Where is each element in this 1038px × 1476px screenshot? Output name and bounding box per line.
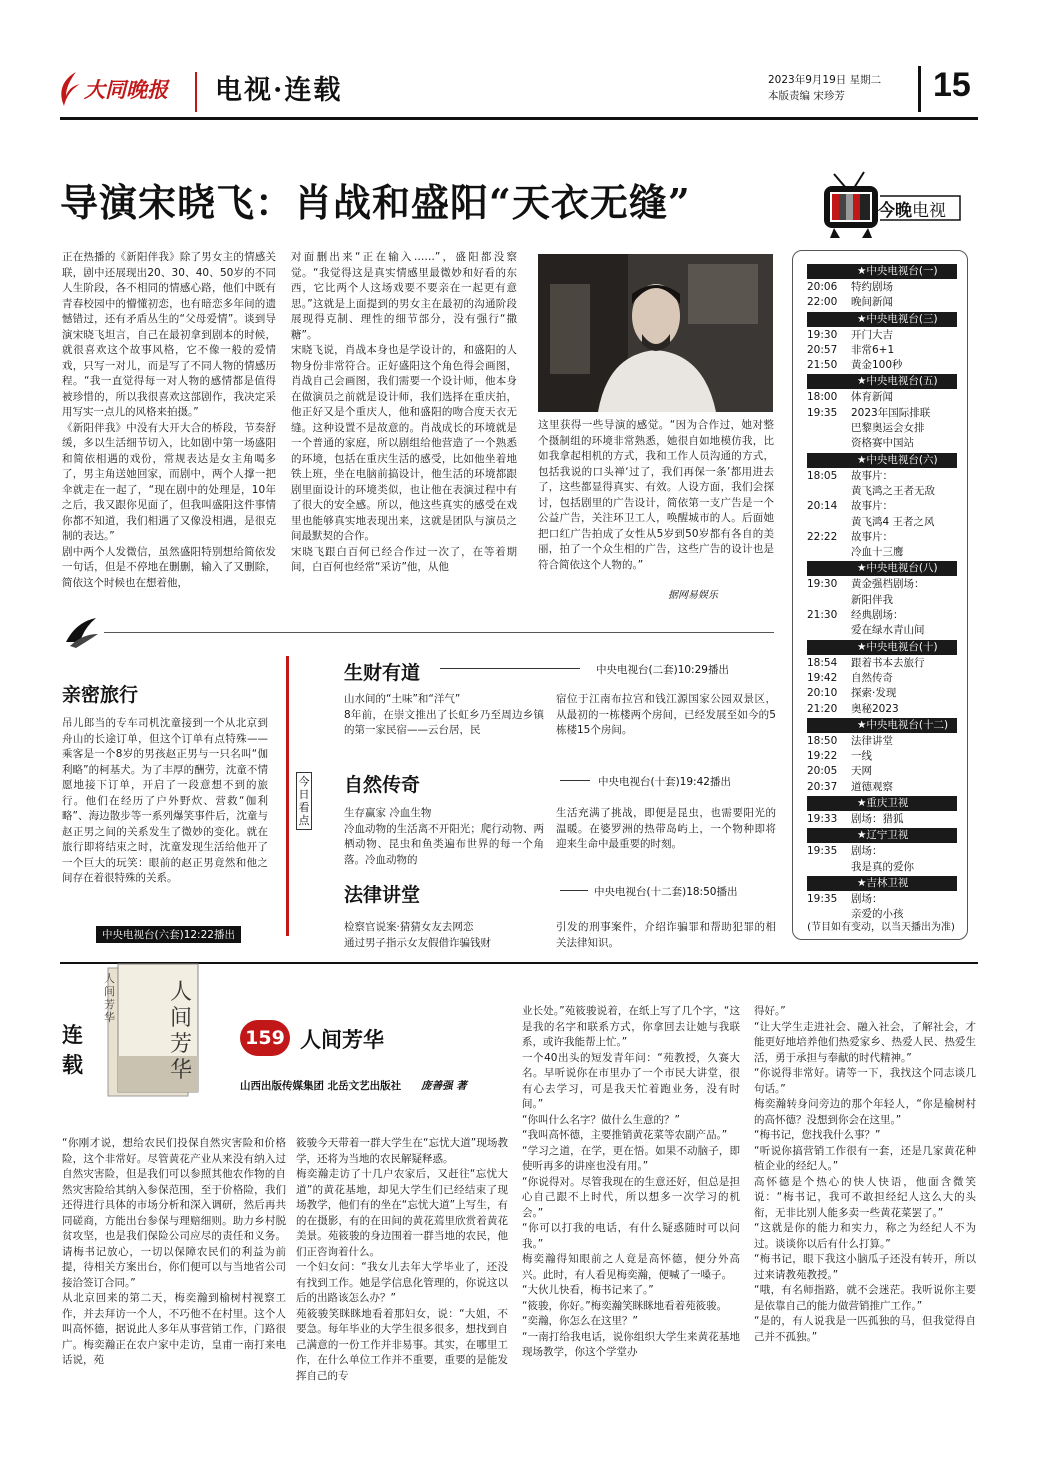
schedule-time: 18:50 xyxy=(807,734,838,747)
article-column-2: 对面删出来“正在输入……”，盛阳都没察觉。“我觉得这是真实情感里最微妙和好看的东西，它比两个人这场戏要不要亲在一起更有意思。”这就是上面提到的男女主在最初的沟通阶段展现得克制、理性的细节部分，没有强行“撒糖”。 宋晓飞说，肖战本身也是学设计的，和盛阳的人物身份非常符合。正好盛阳这个角色得会画图，肖战自己会画图，我们需要一个设计师，他本身在做演员之前就是设计师，我们选择在重庆拍，他正好又是个重庆人，他和盛阳的吻合度天衣无缝。这种设置不是故意的。肖战成长的环境就是一个普通的家庭，所以剧组给他营造了一个熟悉的环境，包括在重庆生活的感受，比如他坐着地铁上班，坐在电脑前搞设计，他生活的环境都跟剧里面设计的环境类似，也让他在表演过程中有了很大的安全感。所以，他这些真实的感受在戏里也能够真实地表现出来，这就是团队与演员之间最默契的合作。 宋晓飞跟白百何已经合作过一次了，在等着期间，白百何也经常“采访”他，从他 xyxy=(291,251,517,573)
schedule-row xyxy=(807,608,957,623)
schedule-row xyxy=(807,406,957,421)
schedule-row xyxy=(807,280,957,295)
schedule-time: 20:10 xyxy=(807,687,838,700)
tv-schedule xyxy=(792,250,968,940)
schedule-program: 故事片： xyxy=(851,469,893,482)
schedule-time: 19:35 xyxy=(807,406,838,419)
schedule-row xyxy=(807,390,957,405)
schedule-time: 18:54 xyxy=(807,656,838,669)
schedule-row xyxy=(807,484,957,499)
schedule-program: 黄金100秒 xyxy=(851,359,903,372)
schedule-program: 亲爱的小孩 xyxy=(851,908,904,921)
schedule-time: 20:06 xyxy=(807,281,838,293)
schedule-time: 19:33 xyxy=(807,813,838,826)
logo-text: 大同晚报 xyxy=(84,77,168,102)
schedule-row xyxy=(807,764,957,779)
schedule-list xyxy=(807,264,957,923)
schedule-program: 特约剧场 xyxy=(851,281,893,293)
schedule-program: 巴黎奥运会女排 xyxy=(851,422,925,435)
schedule-time: 19:35 xyxy=(807,892,838,905)
schedule-row xyxy=(807,860,957,875)
schedule-program: 体育新闻 xyxy=(851,391,893,404)
serial-author: 庞善强 著 xyxy=(421,1080,467,1092)
channel-header: ★吉林卫视 xyxy=(807,876,957,891)
schedule-time: 19:30 xyxy=(807,328,838,341)
program-airtime: 中央电视台(十二套)18:50播出 xyxy=(594,886,738,898)
program-summary-cont: 生活充满了挑战，即便是昆虫，也需要阳光的温暖。在婆罗洲的热带岛屿上，一个物种即将迎来生命中最重要的时刻。 xyxy=(556,807,776,850)
program-title: 自然传奇 xyxy=(344,774,421,796)
channel-header: ★中央电视台(一) xyxy=(807,264,957,279)
schedule-program: 2023年国际排联 xyxy=(851,406,931,419)
article-column-1: 正在热播的《新阳伴我》除了男女主的情感关联，剧中还展现出20、30、40、50岁的不同人生阶段，各不相同的情感心路，他们中既有青春校园中的懵懂初恋，也有暗恋多年间的遗憾错过，还有矛盾丛生的“父母爱情”。谈到导演宋晓飞坦言，自己在最初拿到剧本的时候，就很喜欢这个故事风格，它不像一般的爱情戏，只写一对儿，而是写了不同人物的情感历程。“我一直觉得每一对人物的感情都是值得被珍惜的，所以我很喜欢这部剧作，我决定采用写实一点儿的风格来拍摄。” 《新阳伴我》中没有大开大合的桥段，节奏舒缓，多以生活细节切入，比如剧中第一场盛阳和简依相遇的戏份，常规表达是女主角喝多了，男主角送她回家，而剧中，两个人撑一把伞就走在一起了，“现在剧中的处理是，10年之后，我又跟你见面了，但我叫盛阳这件事情你都不知道，我们相遇了又像没相遇，是很克制的表达。” 剧中两个人发微信，虽然盛阳特别想给简依发一句话，但是不停地在删删，输入了又删除，简依这个时候也在想着他， xyxy=(62,251,276,589)
schedule-row xyxy=(807,358,957,373)
issue-date: 2023年9月19日 星期二 xyxy=(768,74,882,86)
schedule-row xyxy=(807,749,957,764)
schedule-program: 剧场： xyxy=(851,892,883,905)
tv-label: 电视 xyxy=(912,201,946,221)
schedule-time xyxy=(807,515,851,530)
program-airtime: 中央电视台(十套)19:42播出 xyxy=(598,776,731,788)
schedule-time xyxy=(807,593,851,608)
program-airtime: 中央电视台(二套)10:29播出 xyxy=(596,664,729,676)
schedule-program: 跟着书本去旅行 xyxy=(851,656,925,669)
schedule-time: 20:14 xyxy=(807,500,838,513)
schedule-program: 天网 xyxy=(851,765,872,778)
page-number: 15 xyxy=(933,66,971,104)
schedule-program: 奥秘2023 xyxy=(851,702,899,715)
serial-number-badge: 159 xyxy=(240,1020,290,1056)
schedule-time: 20:57 xyxy=(807,343,838,356)
masthead-rule xyxy=(60,117,978,120)
schedule-row xyxy=(807,469,957,484)
schedule-row xyxy=(807,343,957,358)
program-summary: 生存赢家 冷血生物 冷血动物的生活离不开阳光；爬行动物、两栖动物、昆虫和鱼类遍布世界的每一个角落。冷血动物的 xyxy=(344,807,544,866)
channel-header: ★中央电视台(六) xyxy=(807,453,957,468)
schedule-time: 19:22 xyxy=(807,750,838,763)
schedule-program: 剧场：猎狐 xyxy=(851,813,904,826)
schedule-row xyxy=(807,623,957,638)
schedule-row xyxy=(807,780,957,795)
schedule-time xyxy=(807,436,851,451)
channel-header: ★中央电视台(八) xyxy=(807,561,957,576)
schedule-program: 黄飞鸿4 王者之风 xyxy=(851,515,935,528)
schedule-row xyxy=(807,656,957,671)
program-summary: 山水间的“土味”和“洋气” 8年前，在崇文推出了长虹乡乃至周边乡镇的第一家民宿——云台居，民 xyxy=(344,693,544,736)
schedule-program: 故事片： xyxy=(851,530,893,543)
schedule-time: 22:00 xyxy=(807,296,838,309)
schedule-program: 冷血十三鹰 xyxy=(851,546,904,559)
schedule-row xyxy=(807,593,957,608)
section-divider xyxy=(104,632,774,633)
schedule-program: 开门大吉 xyxy=(851,328,893,341)
schedule-row xyxy=(807,702,957,717)
program-summary-cont: 宿位于江南布拉宫和钱江源国家公园双景区，从最初的一栋楼两个房间，已经发展至如今的5栋楼15个房间。 xyxy=(556,693,776,736)
schedule-program: 剧场： xyxy=(851,845,883,858)
schedule-program: 黄金强档剧场： xyxy=(851,578,925,591)
schedule-time xyxy=(807,545,851,560)
schedule-time xyxy=(807,484,851,499)
schedule-time: 18:05 xyxy=(807,469,838,482)
serial-label: 连载 xyxy=(62,1023,83,1077)
schedule-program: 黄飞鸿之王者无敌 xyxy=(851,484,935,497)
masthead-divider xyxy=(195,72,197,112)
director-photo xyxy=(538,254,773,412)
schedule-row xyxy=(807,436,957,451)
schedule-row xyxy=(807,328,957,343)
book-cover-title-small: 人间芳华 xyxy=(104,972,115,1024)
schedule-row xyxy=(807,812,957,827)
serial-column-1: “你刚才说，想给农民们投保自然灾害险和价格险，这个非常好。尽管黄花产业从来没有纳入过自然灾害险，但是我们可以参照其他农作物的自然灾害险给其纳入参保范围，至于价格险，我们还得进行具体的市场分析和深入调研，然后再共同磋商，方能出台参保与理赔细则。助力乡村脱贫攻坚，也是我们保险公司应尽的责任和义务。请梅书记放心，一切以保障农民们的利益为前提，待相关方案出台，你们便可以与当地省公司接洽签订合同。” 从北京回来的第二天，梅奕瀚到榆树村视察工作，并去拜访一个人，不巧他不在村里。这个人叫高怀德，据说此人多年从事营销工作，门路很广。梅奕瀚正在农户家中走访，皇甫一南打来电话说，苑 xyxy=(62,1137,286,1366)
channel-header: ★中央电视台(五) xyxy=(807,374,957,389)
schedule-time xyxy=(807,860,851,875)
schedule-time: 20:05 xyxy=(807,765,838,778)
newspaper-logo xyxy=(62,66,192,114)
schedule-row xyxy=(807,734,957,749)
tonight-label: 今晚 xyxy=(878,201,912,221)
schedule-row xyxy=(807,295,957,310)
schedule-row xyxy=(807,686,957,701)
channel-header: ★辽宁卫视 xyxy=(807,828,957,843)
program-title: 生财有道 xyxy=(344,662,421,684)
schedule-row xyxy=(807,577,957,592)
schedule-time: 21:30 xyxy=(807,609,838,622)
schedule-program: 经典剧场： xyxy=(851,609,904,622)
schedule-program: 非常6+1 xyxy=(851,343,895,356)
schedule-row xyxy=(807,892,957,907)
schedule-time: 18:00 xyxy=(807,391,838,404)
program-rule xyxy=(440,668,580,669)
schedule-time: 21:20 xyxy=(807,702,838,715)
article-byline: 据网易娱乐 xyxy=(668,590,718,601)
serial-column-3: 业长处。”苑筱骏说着，在纸上写了几个字，“这是我的名字和联系方式，你拿回去让她与我联系，或许我能帮上忙。” 一个40出头的短发青年问：“苑教授，久赛大名。早听说你在市里办了一个市民大讲堂，很有心去学习，可是我天忙着跑业务，没有时间。” “你叫什么名字？做什么生意的？” “我叫高怀德，主要推销黄花菜等农副产品。” “学习之道，在学，更在悟。如果不动脑子，即使听再多的讲座也没有用。” “你说得对。尽管我现在的生意还好，但总是担心自己跟不上时代，所以想多一次学习的机会。” “你可以打我的电话，有什么疑惑随时可以问我。” 梅奕瀚得知眼前之人竟是高怀德，便分外高兴。此时，有人看见梅奕瀚，便喊了一嗓子。 “大伙儿快看，梅书记来了。” “筱骏，你好。”梅奕瀚笑眯眯地看着苑筱骏。 “奕瀚，你怎么在这里？” “一南打给我电话，说你组织大学生来黄花基地现场教学，你这个学堂办 xyxy=(522,1005,740,1358)
schedule-time: 19:30 xyxy=(807,578,838,591)
schedule-program: 我是真的爱你 xyxy=(851,860,914,873)
issue-info xyxy=(768,72,881,104)
schedule-time: 21:50 xyxy=(807,359,838,372)
serial-title: 人间芳华 xyxy=(300,1027,384,1052)
tonight-tv-title xyxy=(878,196,946,221)
schedule-row xyxy=(807,530,957,545)
program-summary: 检察官说案·猜猜女友去网恋 通过男子指示女友假借诈骗钱财 xyxy=(344,921,491,949)
schedule-note: (节目如有变动，以当天播出为准) xyxy=(807,922,955,933)
schedule-program: 法律讲堂 xyxy=(851,734,893,747)
section-title: 电视·连载 xyxy=(215,75,343,106)
channel-header: ★中央电视台(十) xyxy=(807,640,957,655)
schedule-program: 新阳伴我 xyxy=(851,593,893,606)
channel-header: ★中央电视台(三) xyxy=(807,312,957,327)
schedule-time xyxy=(807,421,851,436)
page-number-divider xyxy=(918,66,921,112)
serial-publisher xyxy=(240,1078,467,1093)
schedule-program: 探索·发现 xyxy=(851,687,897,700)
schedule-program: 爱在绿水青山间 xyxy=(851,624,925,637)
today-accent-bar xyxy=(286,656,289,936)
program-rule xyxy=(560,780,590,781)
schedule-row xyxy=(807,515,957,530)
logo-swoosh-icon xyxy=(56,70,82,110)
schedule-row xyxy=(807,545,957,560)
schedule-program: 故事片： xyxy=(851,500,893,513)
channel-header: ★中央电视台(十二) xyxy=(807,718,957,733)
schedule-time: 22:22 xyxy=(807,530,838,543)
channel-header: ★重庆卫视 xyxy=(807,796,957,811)
publisher-name: 山西出版传媒集团 北岳文艺出版社 xyxy=(240,1080,402,1092)
program-summary-cont: 引发的刑事案件，介绍诈骗罪和帮助犯罪的相关法律知识。 xyxy=(556,921,776,949)
schedule-row xyxy=(807,421,957,436)
schedule-time: 20:37 xyxy=(807,780,838,793)
schedule-row xyxy=(807,671,957,686)
travel-title: 亲密旅行 xyxy=(62,684,139,706)
page-title: 导演宋晓飞：肖战和盛阳“天衣无缝” xyxy=(60,180,691,225)
schedule-program: 一线 xyxy=(851,750,872,763)
article-column-3: 这里获得一些导演的感觉。“因为合作过，她对整个摄制组的环境非常熟悉，她很自如地模仿我，比如我拿起相机的方式，我和工作人员沟通的方式，包括我说的口头禅‘过了，我们再保一条’都用进去了，这些都显得真实、有效。人设方面，我们会探讨，包括剧里的广告设计，简依第一支广告是一个公益广告，关注环卫工人，唤醒城市的人。后面她把口红广告拍成了女性从5岁到50岁都有各自的美丽，拍了一个众生相的广告，这些广告的设计也是符合简依这个人物的。” xyxy=(538,419,774,571)
travel-body: 吊儿郎当的专车司机沈童接到一个从北京到舟山的长途订单，但这个订单有点特殊——乘客是一个8岁的男孩赵正男与一只名叫“伽利略”的柯基犬。为了丰厚的酬劳，沈童不情愿地接下订单，开启了一段意想不到的旅行。他们在经历了户外野炊、营救“伽利略”、海边散步等一系列爆笑事件后，沈童与赵正男之间的关系发生了微妙的变化。就在旅行即将结束之时，沈童发现生活给他开了一个巨大的玩笑：眼前的赵正男竟然和他之间存在着很特殊的关系。 xyxy=(62,717,268,884)
book-cover-title: 人间芳华 xyxy=(170,980,193,1083)
serial-column-2: 筱骏今天带着一群大学生在“忘忧大道”现场教学，还将为当地的农民解疑释惑。 梅奕瀚走访了十几户农家后，又赶往“忘忧大道”的黄花基地，却见大学生们已经结束了现场教学，他们有的坐在“忘忧大道”上写生，有的在摄影，有的在田间的黄花蔫里欣赏着黄花美景。苑筱骏的身边围着一群当地的农民，他们正咨询着什么。 一个妇女问：“我女儿去年大学毕业了，还没有找到工作。她是学信息化管理的，你说这以后的出路该怎么办？” 苑筱骏笑眯眯地看着那妇女，说：“大姐，不要急。每年毕业的大学生很多很多，想找到自己满意的一份工作并非易事。其实，在哪里工作，在什么单位工作并不重要，重要的是能发挥自己的专 xyxy=(296,1137,508,1382)
schedule-time xyxy=(807,623,851,638)
director-portrait-image xyxy=(538,254,773,412)
serial-column-4: 得好。” “让大学生走进社会、融入社会，了解社会，才能更好地培养他们热爱家乡、热爱人民、热爱生活，勇于承担与奉献的时代精神。” “你说得非常好。请等一下，我找这个同志谈几句话。” 梅奕瀚转身问旁边的那个年轻人，“你是榆树村的高怀德？没想到你会在这里。” “梅书记，您找我什么事？” “听说你搞营销工作很有一套，还是几家黄花种植企业的经纪人。” 高怀德是个热心的快人快语，他面含微笑说：“梅书记，我可不敢担经纪人这么大的头衔，无非比别人能多卖一些黄花菜罢了。” “这就是你的能力和实力，称之为经纪人不为过。谈谈你以后有什么打算。” “梅书记，眼下我这小脑瓜子还没有转开，所以过来请教苑教授。” “哦，有名师指路，就不会迷茫。我听说你主要是依靠自己的能力做营销推广工作。” “是的，有人说我是一匹孤独的马，但我觉得自己并不孤独。” xyxy=(754,1005,976,1343)
program-title: 法律讲堂 xyxy=(344,884,421,906)
schedule-row xyxy=(807,844,957,859)
schedule-program: 道德观察 xyxy=(851,780,893,793)
program-rule xyxy=(560,890,588,891)
schedule-time: 19:35 xyxy=(807,845,838,858)
schedule-program: 晚间新闻 xyxy=(851,296,893,309)
travel-airtime: 中央电视台(六套)12:22播出 xyxy=(96,926,241,943)
issue-editor: 本版责编 宋珍芳 xyxy=(768,90,845,102)
schedule-row xyxy=(807,499,957,514)
today-label: 今日看点 xyxy=(296,772,312,830)
floral-ornament-icon xyxy=(62,612,102,652)
schedule-program: 资格赛中国站 xyxy=(851,437,914,450)
schedule-time: 19:42 xyxy=(807,671,838,684)
schedule-program: 自然传奇 xyxy=(851,671,893,684)
